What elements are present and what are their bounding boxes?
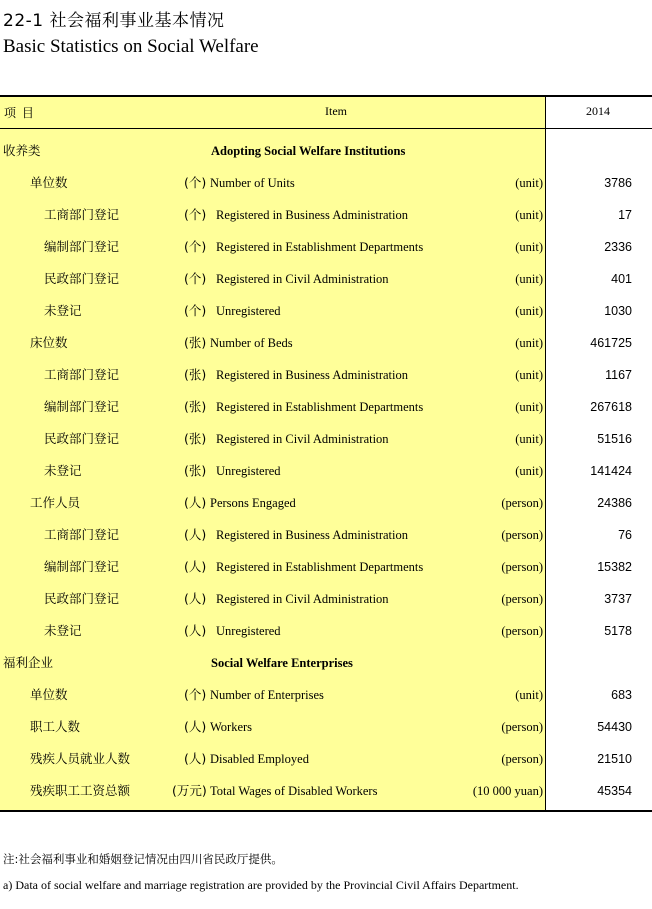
row-unit-cn: (人) — [184, 719, 207, 734]
table-row — [0, 295, 652, 327]
row-label-en: Registered in Establishment Departments — [216, 240, 424, 254]
row-label-en: Number of Units — [210, 176, 295, 190]
table-row — [0, 455, 652, 487]
row-value: 76 — [618, 528, 632, 542]
row-label-cn: 单位数 — [30, 175, 68, 190]
row-label-cn: 工作人员 — [30, 495, 81, 510]
row-unit-en: (unit) — [515, 400, 543, 414]
row-label-cn: 单位数 — [30, 687, 68, 702]
row-label-en: Registered in Civil Administration — [216, 272, 389, 286]
row-unit-en: (person) — [501, 592, 543, 606]
section-label-cn: 收养类 — [3, 143, 41, 158]
table-row — [0, 391, 652, 423]
row-label-cn: 残疾职工工资总额 — [30, 783, 131, 798]
row-unit-cn: (个) — [184, 207, 207, 222]
row-label-en: Number of Enterprises — [210, 688, 324, 702]
table-top-rule — [0, 95, 652, 97]
row-label-cn: 民政部门登记 — [44, 271, 120, 286]
row-label-cn: 未登记 — [44, 463, 82, 478]
row-value: 17 — [618, 208, 632, 222]
section-label-cn: 福利企业 — [3, 655, 54, 670]
row-label-en: Registered in Establishment Departments — [216, 400, 424, 414]
footnote-en: a) Data of social welfare and marriage registration are provided by the Provincial Civil Affairs Department. — [3, 878, 519, 892]
table-row — [0, 199, 652, 231]
row-label-en: Total Wages of Disabled Workers — [210, 784, 378, 798]
row-value: 3786 — [604, 176, 632, 190]
row-label-cn: 编制部门登记 — [44, 559, 120, 574]
row-unit-en: (unit) — [515, 176, 543, 190]
row-unit-cn: (人) — [184, 527, 207, 542]
section-label-en: Adopting Social Welfare Institutions — [211, 144, 406, 158]
row-label-en: Unregistered — [216, 464, 281, 478]
header-item-en: Item — [325, 104, 347, 118]
table-row — [0, 679, 652, 711]
row-unit-en: (unit) — [515, 208, 543, 222]
row-value: 3737 — [604, 592, 632, 606]
row-unit-en: (person) — [501, 528, 543, 542]
row-unit-en: (unit) — [515, 240, 543, 254]
table-row — [0, 263, 652, 295]
table-row — [0, 167, 652, 199]
row-value: 267618 — [590, 400, 632, 414]
row-label-en: Registered in Establishment Departments — [216, 560, 424, 574]
row-value: 15382 — [597, 560, 632, 574]
row-label-en: Workers — [210, 720, 253, 734]
row-unit-en: (person) — [501, 560, 543, 574]
row-value: 5178 — [604, 624, 632, 638]
row-value: 1167 — [605, 368, 632, 382]
table-row — [0, 519, 652, 551]
row-unit-en: (unit) — [515, 368, 543, 382]
row-label-en: Registered in Civil Administration — [216, 592, 389, 606]
table-row — [0, 551, 652, 583]
row-label-en: Persons Engaged — [210, 496, 296, 510]
row-unit-cn: (张) — [184, 335, 207, 350]
table-bottom-rule — [0, 810, 652, 812]
row-value: 2336 — [604, 240, 632, 254]
row-label-en: Unregistered — [216, 304, 281, 318]
row-label-en: Registered in Business Administration — [216, 208, 409, 222]
row-label-cn: 工商部门登记 — [44, 527, 120, 542]
row-unit-en: (unit) — [515, 304, 543, 318]
row-value: 1030 — [604, 304, 632, 318]
header-item-cn: 项 目 — [4, 106, 35, 120]
row-value: 45354 — [597, 784, 632, 798]
footnote-cn: 注:社会福利事业和婚姻登记情况由四川省民政厅提供。 — [3, 852, 283, 866]
row-label-cn: 未登记 — [44, 623, 82, 638]
row-value: 24386 — [597, 496, 632, 510]
page-title-cn: 22-1 社会福利事业基本情况 — [3, 11, 225, 31]
row-unit-cn: (个) — [184, 239, 207, 254]
row-unit-cn: (个) — [184, 687, 207, 702]
row-unit-en: (unit) — [515, 688, 543, 702]
table-row — [0, 487, 652, 519]
table-row — [0, 775, 652, 807]
row-label-cn: 民政部门登记 — [44, 431, 120, 446]
row-unit-en: (unit) — [515, 464, 543, 478]
row-label-cn: 职工人数 — [30, 719, 81, 734]
row-label-cn: 未登记 — [44, 303, 82, 318]
row-unit-cn: (张) — [184, 367, 207, 382]
row-unit-cn: (个) — [184, 303, 207, 318]
row-label-en: Number of Beds — [210, 336, 293, 350]
table-row — [0, 743, 652, 775]
row-unit-cn: (人) — [184, 559, 207, 574]
header-year: 2014 — [586, 104, 610, 118]
table-row — [0, 423, 652, 455]
row-unit-cn: (张) — [184, 463, 207, 478]
row-label-en: Registered in Business Administration — [216, 528, 409, 542]
section-label-en: Social Welfare Enterprises — [211, 656, 353, 670]
row-unit-en: (person) — [501, 720, 543, 734]
row-unit-cn: (人) — [184, 591, 207, 606]
row-unit-cn: (个) — [184, 175, 207, 190]
table-row — [0, 327, 652, 359]
row-value: 141424 — [590, 464, 632, 478]
row-label-cn: 民政部门登记 — [44, 591, 120, 606]
row-unit-en: (unit) — [515, 432, 543, 446]
row-unit-en: (person) — [501, 496, 543, 510]
row-label-cn: 编制部门登记 — [44, 239, 120, 254]
page-title-en: Basic Statistics on Social Welfare — [3, 36, 259, 57]
statistics-table — [0, 95, 652, 812]
header-rule — [0, 128, 652, 129]
row-unit-cn: (人) — [184, 495, 207, 510]
row-value: 54430 — [597, 720, 632, 734]
row-value: 461725 — [590, 336, 632, 350]
row-value: 683 — [611, 688, 632, 702]
row-label-cn: 工商部门登记 — [44, 367, 120, 382]
row-unit-cn: (张) — [184, 399, 207, 414]
row-label-en: Unregistered — [216, 624, 281, 638]
row-unit-cn: (人) — [184, 623, 207, 638]
row-unit-cn: (人) — [184, 751, 207, 766]
table-row — [0, 711, 652, 743]
row-value: 21510 — [597, 752, 632, 766]
row-value: 401 — [611, 272, 632, 286]
row-label-cn: 残疾人员就业人数 — [30, 751, 131, 766]
row-label-en: Registered in Business Administration — [216, 368, 409, 382]
row-label-cn: 工商部门登记 — [44, 207, 120, 222]
row-value: 51516 — [597, 432, 632, 446]
row-unit-en: (10 000 yuan) — [472, 784, 543, 798]
row-unit-cn: (张) — [184, 431, 207, 446]
row-unit-cn: (万元) — [172, 783, 207, 798]
row-label-en: Disabled Employed — [210, 752, 309, 766]
table-row — [0, 231, 652, 263]
section-row — [0, 135, 652, 167]
section-row — [0, 647, 652, 679]
row-label-cn: 床位数 — [30, 335, 68, 350]
row-unit-cn: (个) — [184, 271, 207, 286]
row-unit-en: (person) — [501, 752, 543, 766]
row-unit-en: (unit) — [515, 336, 543, 350]
table-row — [0, 583, 652, 615]
table-row — [0, 359, 652, 391]
table-row — [0, 615, 652, 647]
row-label-cn: 编制部门登记 — [44, 399, 120, 414]
row-label-en: Registered in Civil Administration — [216, 432, 389, 446]
row-unit-en: (unit) — [515, 272, 543, 286]
row-unit-en: (person) — [501, 624, 543, 638]
